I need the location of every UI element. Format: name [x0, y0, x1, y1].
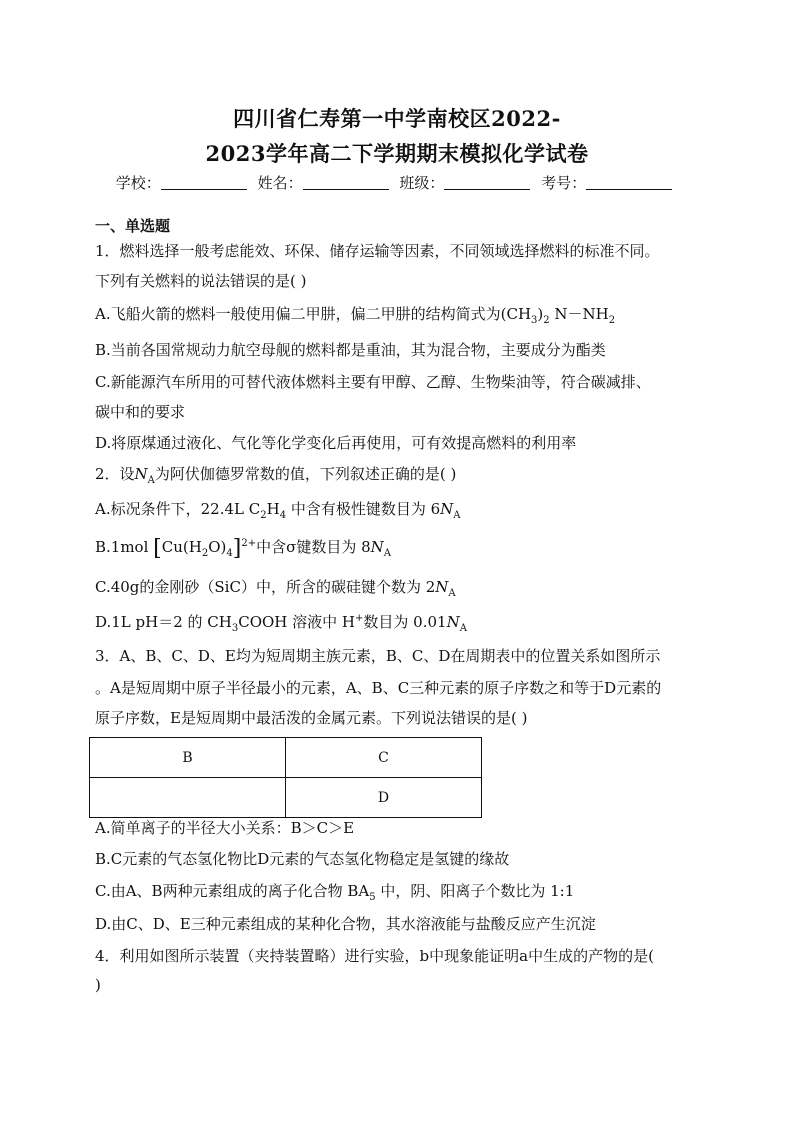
- name-blank: [303, 175, 389, 190]
- q3-option-d: D.由C、D、E三种元素组成的某种化合物，其水溶液能与盐酸反应产生沉淀: [95, 915, 596, 933]
- q2-option-c: C.40g的金刚砂（SiC）中，所含的碳硅键个数为 $2N_A$: [95, 578, 456, 599]
- q1-option-c-line2: 碳中和的要求: [95, 403, 186, 421]
- school-blank: [161, 175, 247, 190]
- q2-option-a: A.标况条件下，22.4L $C_2H_4$ 中含有极性键数目为 $6N_A$: [95, 500, 461, 521]
- q1-stem-line2: 下列有关燃料的说法错误的是( ): [95, 272, 307, 290]
- q4-stem-line1: 4．利用如图所示装置（夹持装置略）进行实验，b中现象能证明a中生成的产物的是(: [95, 947, 654, 965]
- q3-option-c: C.由A、B两种元素组成的离子化合物 $BA_5$ 中，阴、阳离子个数比为 1:1: [95, 882, 575, 903]
- school-label: 学校：: [115, 174, 161, 192]
- q3-stem-line3: 原子序数，E是短周期中最活泼的金属元素。下列说法错误的是( ): [95, 709, 528, 727]
- table-cell: D: [286, 778, 482, 818]
- q2-option-b: B.1mol $[Cu(H_2O)_4]^{2+}$中含σ键数目为 $8N_A$: [95, 536, 391, 561]
- section-heading: 一、单选题: [95, 217, 171, 235]
- table-cell: C: [286, 738, 482, 778]
- table-row: [90, 778, 482, 818]
- class-label: 班级：: [399, 174, 445, 192]
- q1-option-d: D.将原煤通过液化、气化等化学变化后再使用，可有效提高燃料的利用率: [95, 434, 577, 452]
- q3-option-a: A.简单离子的半径大小关系：B＞C＞E: [95, 819, 355, 837]
- periodic-position-table: [89, 737, 482, 818]
- q1-option-c-line1: C.新能源汽车所用的可替代液体燃料主要有甲醇、乙醇、生物柴油等，符合碳减排、: [95, 373, 651, 391]
- q4-stem-line2: ): [95, 976, 101, 994]
- exam-number-blank: [586, 175, 672, 190]
- q2-stem: 2．设$N_A$为阿伏伽德罗常数的值，下列叙述正确的是( ): [95, 465, 457, 486]
- name-label: 姓名：: [257, 174, 303, 192]
- q3-stem-line2: 。A是短周期中原子半径最小的元素，A、B、C三种元素的原子序数之和等于D元素的: [95, 679, 662, 697]
- exam-title-line1: 四川省仁寿第一中学南校区2022-: [233, 106, 561, 131]
- student-info-row: [0, 172, 794, 193]
- q1-option-a: A.飞船火箭的燃料一般使用偏二甲肼，偏二甲肼的结构简式为$(CH_3)_2$ $N-NH_2$: [95, 305, 616, 326]
- exam-title-line2: 2023学年高二下学期期末模拟化学试卷: [205, 141, 589, 166]
- q3-stem-line1: 3．A、B、C、D、E均为短周期主族元素，B、C、D在周期表中的位置关系如图所示: [95, 647, 661, 665]
- q1-option-b: B.当前各国常规动力航空母舰的燃料都是重油，其为混合物，主要成分为酯类: [95, 341, 606, 359]
- table-row: [90, 738, 482, 778]
- table-cell: [90, 778, 286, 818]
- q3-option-b: B.C元素的气态氢化物比D元素的气态氢化物稳定是氢键的缘故: [95, 850, 510, 868]
- class-blank: [444, 175, 530, 190]
- q2-option-d: D.1L pH＝2 的 $CH_3COOH$ 溶液中 H+数目为 $0.01N_A$: [95, 613, 467, 634]
- exam-number-label: 考号：: [541, 174, 587, 192]
- table-cell: B: [90, 738, 286, 778]
- q1-stem-line1: 1．燃料选择一般考虑能效、环保、储存运输等因素，不同领域选择燃料的标准不同。: [95, 242, 660, 260]
